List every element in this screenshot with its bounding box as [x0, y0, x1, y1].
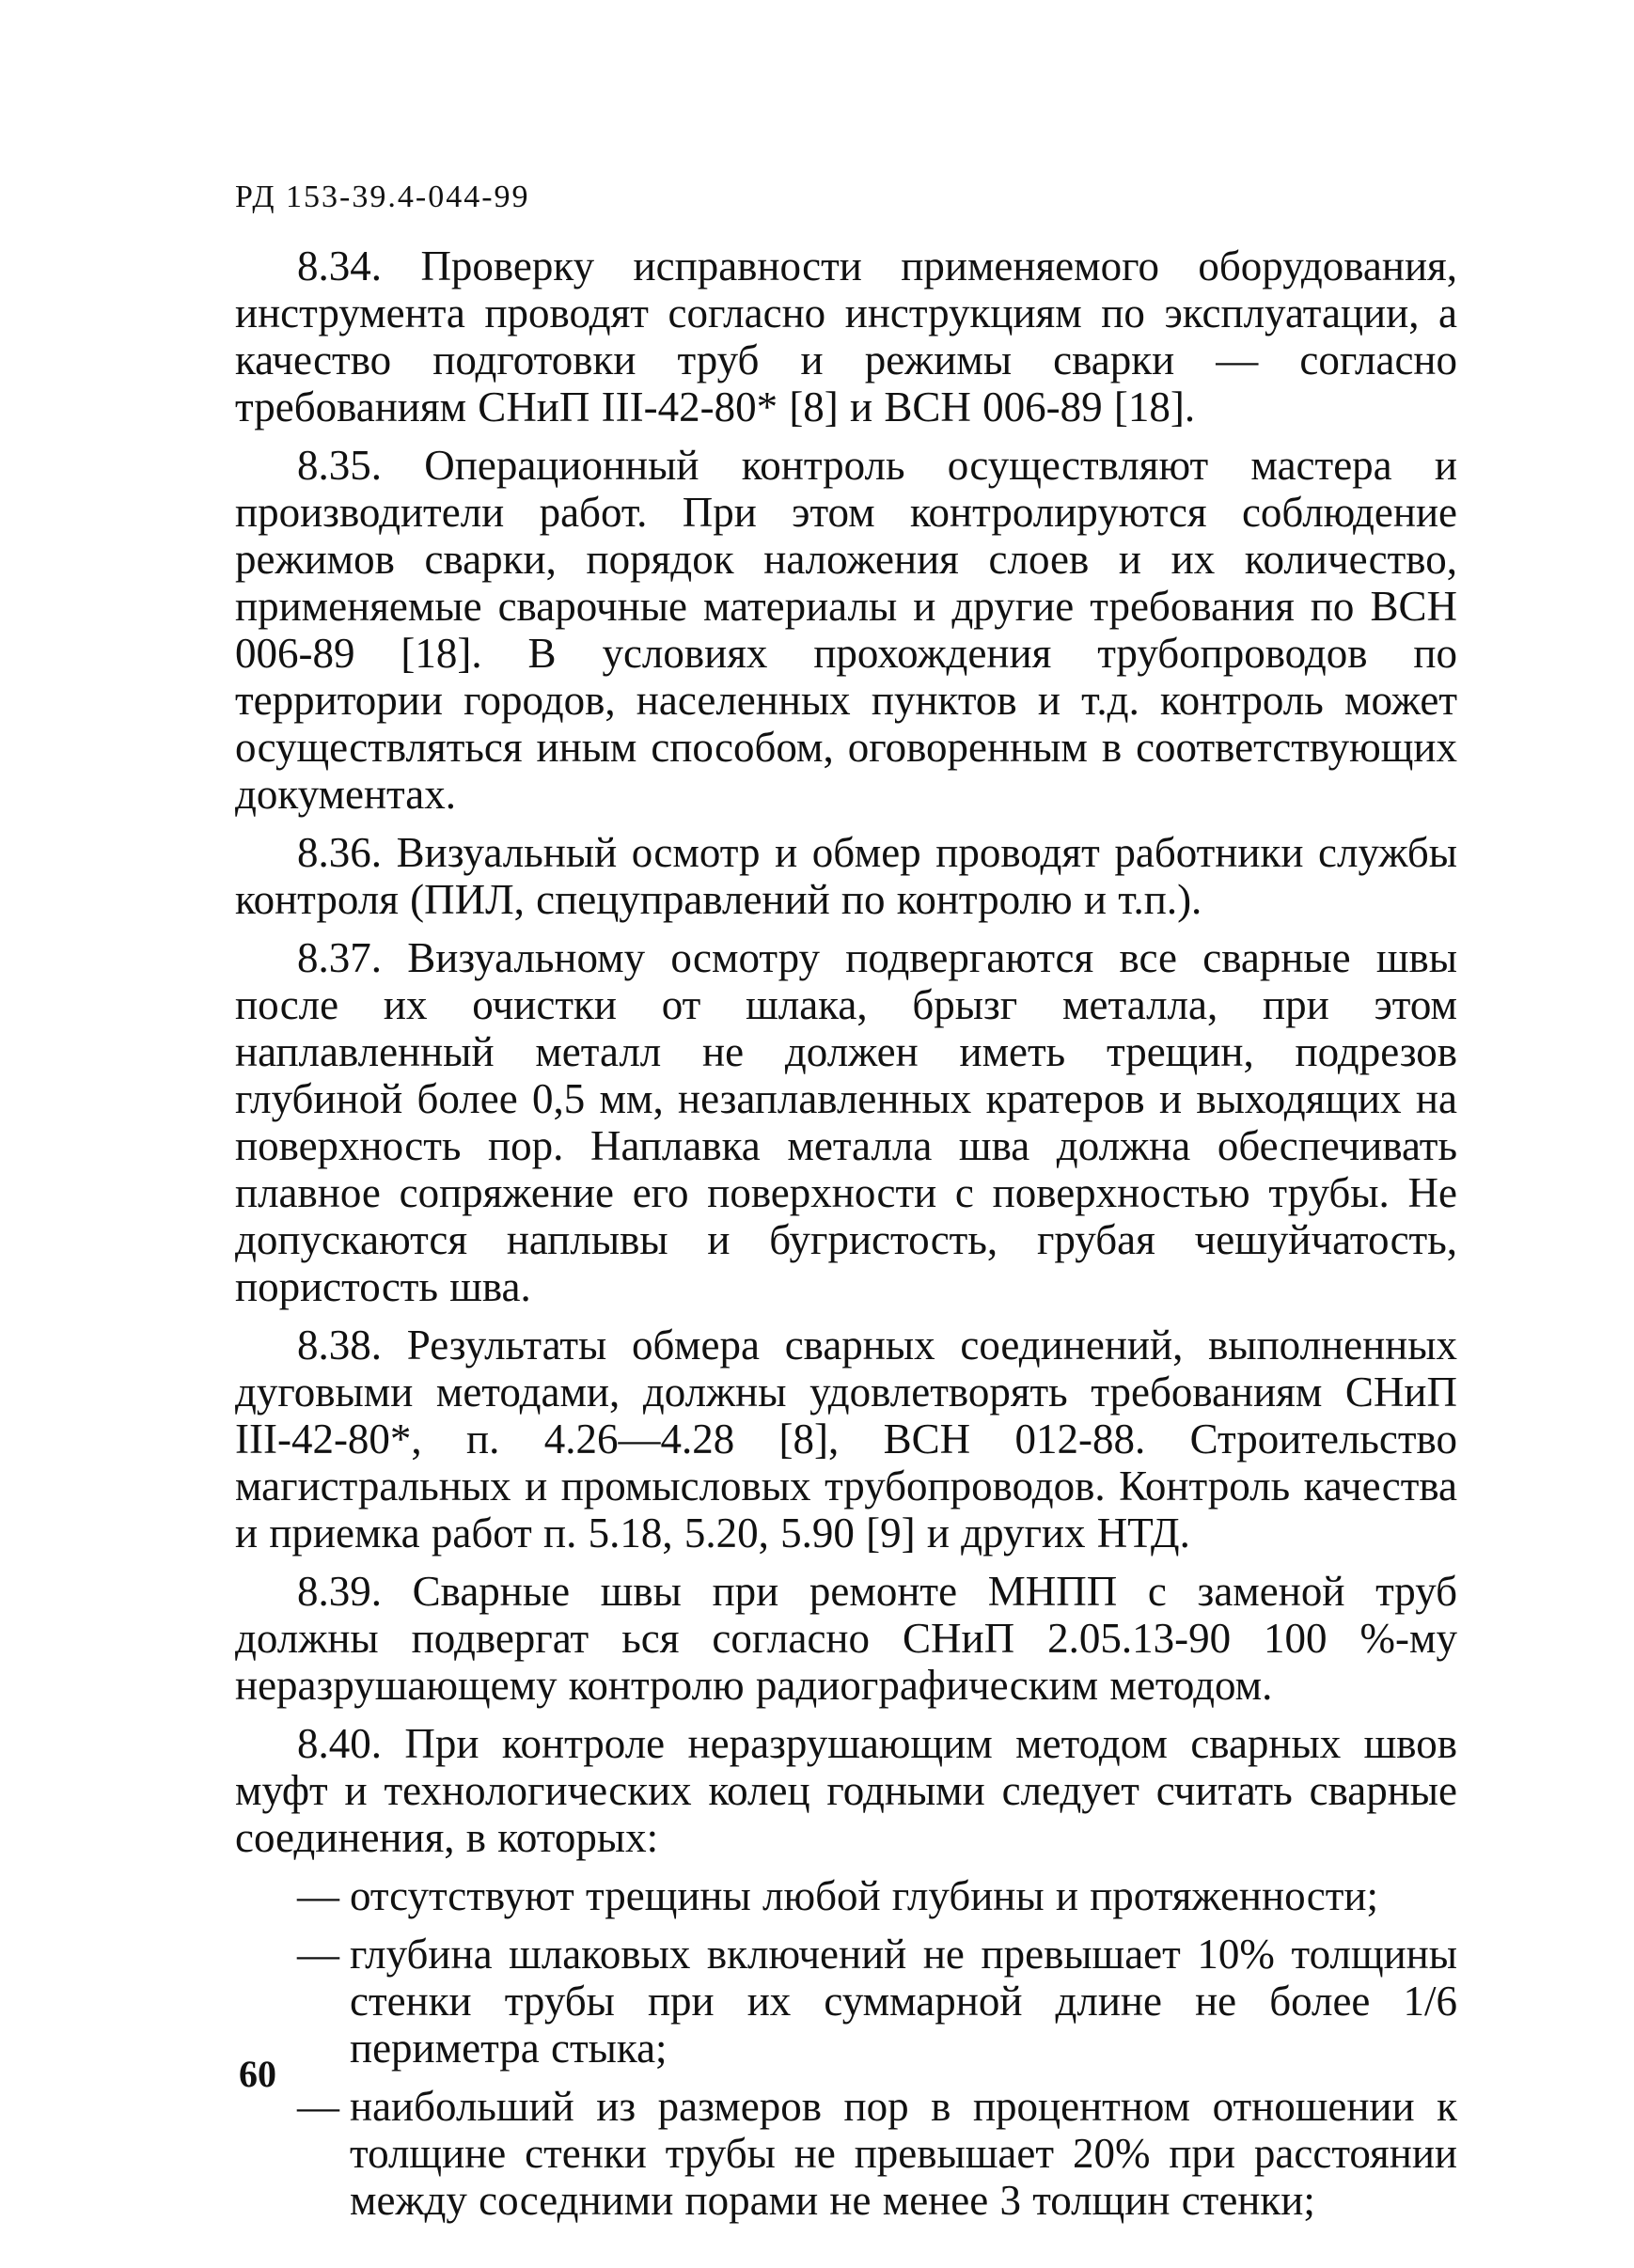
list-dash: —	[297, 1931, 339, 1978]
list-item-text: глубина шлаковых включений не превышает 10% толщины стенки трубы при их суммарной длине не более 1/6 периметра стыка;	[350, 1931, 1457, 2072]
paragraph-8-39: 8.39. Сварные швы при ремонте МНПП с заменой труб должны подвергат ься согласно СНиП 2.05.13-90 100 %-му неразрушающему контролю радиографическим методом.	[235, 1568, 1457, 1709]
paragraph-8-34: 8.34. Проверку исправности применяемого оборудования, инструмента проводят согласно инструкциям по эксплуатации, а качество подготовки труб и режимы сварки — согласно требованиям СНиП III-42-80* [8] и ВСН 006-89 [18].	[235, 242, 1457, 430]
list-item	[235, 2083, 1457, 2224]
list-item	[235, 1872, 1457, 1919]
paragraph-8-37: 8.37. Визуальному осмотру подвергаются все сварные швы после их очистки от шлака, брызг металла, при этом наплавленный металл не должен иметь трещин, подрезов глубиной более 0,5 мм, незаплавленных кратеров и выходящих на поверхность пор. Наплавка металла шва должна обеспечивать плавное сопряжение его поверхности с поверхностью трубы. Не допускаются наплывы и бугристость, грубая чешуйчатость, пористость шва.	[235, 934, 1457, 1310]
paragraph-8-36: 8.36. Визуальный осмотр и обмер проводят работники службы контроля (ПИЛ, спецуправлений по контролю и т.п.).	[235, 829, 1457, 923]
paragraph-8-40: 8.40. При контроле неразрушающим методом сварных швов муфт и технологических колец годными следует считать сварные соединения, в которых:	[235, 1720, 1457, 1861]
list-item-text: отсутствуют трещины любой глубины и протяженности;	[350, 1872, 1378, 1919]
list-dash: —	[297, 1872, 339, 1919]
document-header: РД 153-39.4-044-99	[235, 180, 530, 214]
list-dash: —	[297, 2083, 339, 2130]
page-number: 60	[239, 2053, 276, 2095]
document-body	[235, 242, 1457, 2235]
paragraph-8-38: 8.38. Результаты обмера сварных соединений, выполненных дуговыми методами, должны удовлетворять требованиям СНиП III-42-80*, п. 4.26—4.28 [8], ВСН 012-88. Строительство магистральных и промысловых трубопроводов. Контроль качества и приемка работ п. 5.18, 5.20, 5.90 [9] и других НТД.	[235, 1322, 1457, 1556]
list-item-text: наибольший из размеров пор в процентном отношении к толщине стенки трубы не превышает 20% при расстоянии между соседними порами не менее 3 толщин стенки;	[350, 2083, 1457, 2224]
list-item	[235, 1931, 1457, 2072]
paragraph-8-35: 8.35. Операционный контроль осуществляют мастера и производители работ. При этом контролируются соблюдение режимов сварки, порядок наложения слоев и их количество, применяемые сварочные материалы и другие требования по ВСН 006-89 [18]. В условиях прохождения трубопроводов по территории городов, населенных пунктов и т.д. контроль может осуществляться иным способом, оговоренным в соответствующих документах.	[235, 442, 1457, 818]
